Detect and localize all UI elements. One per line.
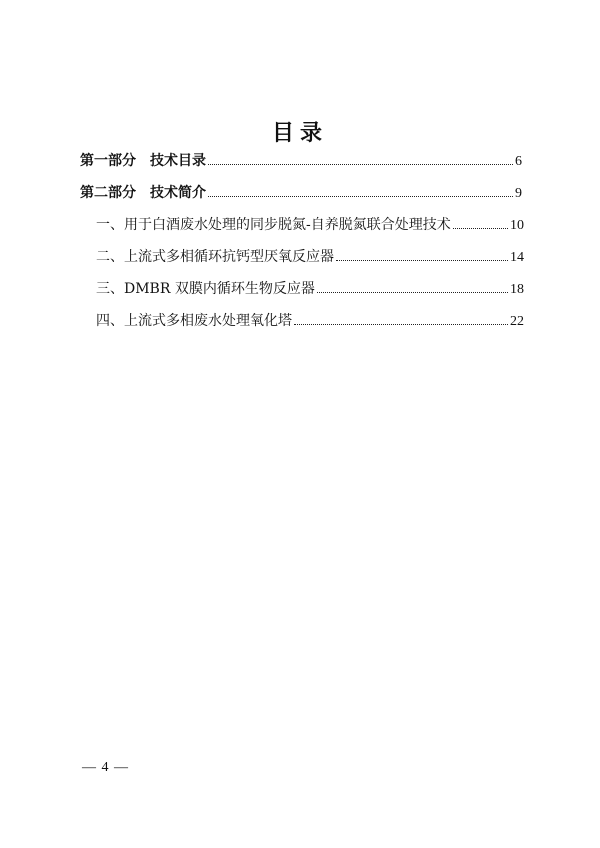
- toc-entry-part1[interactable]: [80, 150, 522, 170]
- toc-entry-section4[interactable]: [96, 310, 524, 330]
- toc-entry-text: 一、用于白酒废水处理的同步脱氮-自养脱氮联合处理技术: [96, 217, 451, 233]
- toc-entry-section1[interactable]: [96, 214, 524, 234]
- page-number-footer: — 4 —: [82, 760, 129, 775]
- toc-entry-section2[interactable]: [96, 246, 524, 266]
- toc-entry-text: 二、上流式多相循环抗钙型厌氧反应器: [96, 249, 334, 265]
- dot-leader: [294, 323, 508, 325]
- toc-entry-section3[interactable]: [96, 278, 524, 298]
- toc-entry-text: 三、DMBR 双膜内循环生物反应器: [96, 281, 315, 297]
- dot-leader: [453, 227, 508, 229]
- dot-leader: [208, 163, 513, 165]
- dot-leader: [208, 195, 513, 197]
- toc-entry-page: 10: [510, 218, 524, 233]
- dot-leader: [317, 291, 508, 293]
- toc-entry-part2[interactable]: [80, 182, 522, 202]
- dot-leader: [336, 259, 508, 261]
- toc-title: 目录: [271, 120, 328, 146]
- toc-entry-text: 第二部分 技术简介: [80, 185, 206, 201]
- toc-entry-text: 第一部分 技术目录: [80, 153, 206, 169]
- toc-entry-page: 9: [515, 186, 522, 201]
- toc-entry-page: 14: [510, 250, 524, 265]
- toc-entry-page: 6: [515, 154, 522, 169]
- toc-entry-page: 22: [510, 314, 524, 329]
- toc-entry-text: 四、上流式多相废水处理氧化塔: [96, 313, 292, 329]
- toc-entry-page: 18: [510, 282, 524, 297]
